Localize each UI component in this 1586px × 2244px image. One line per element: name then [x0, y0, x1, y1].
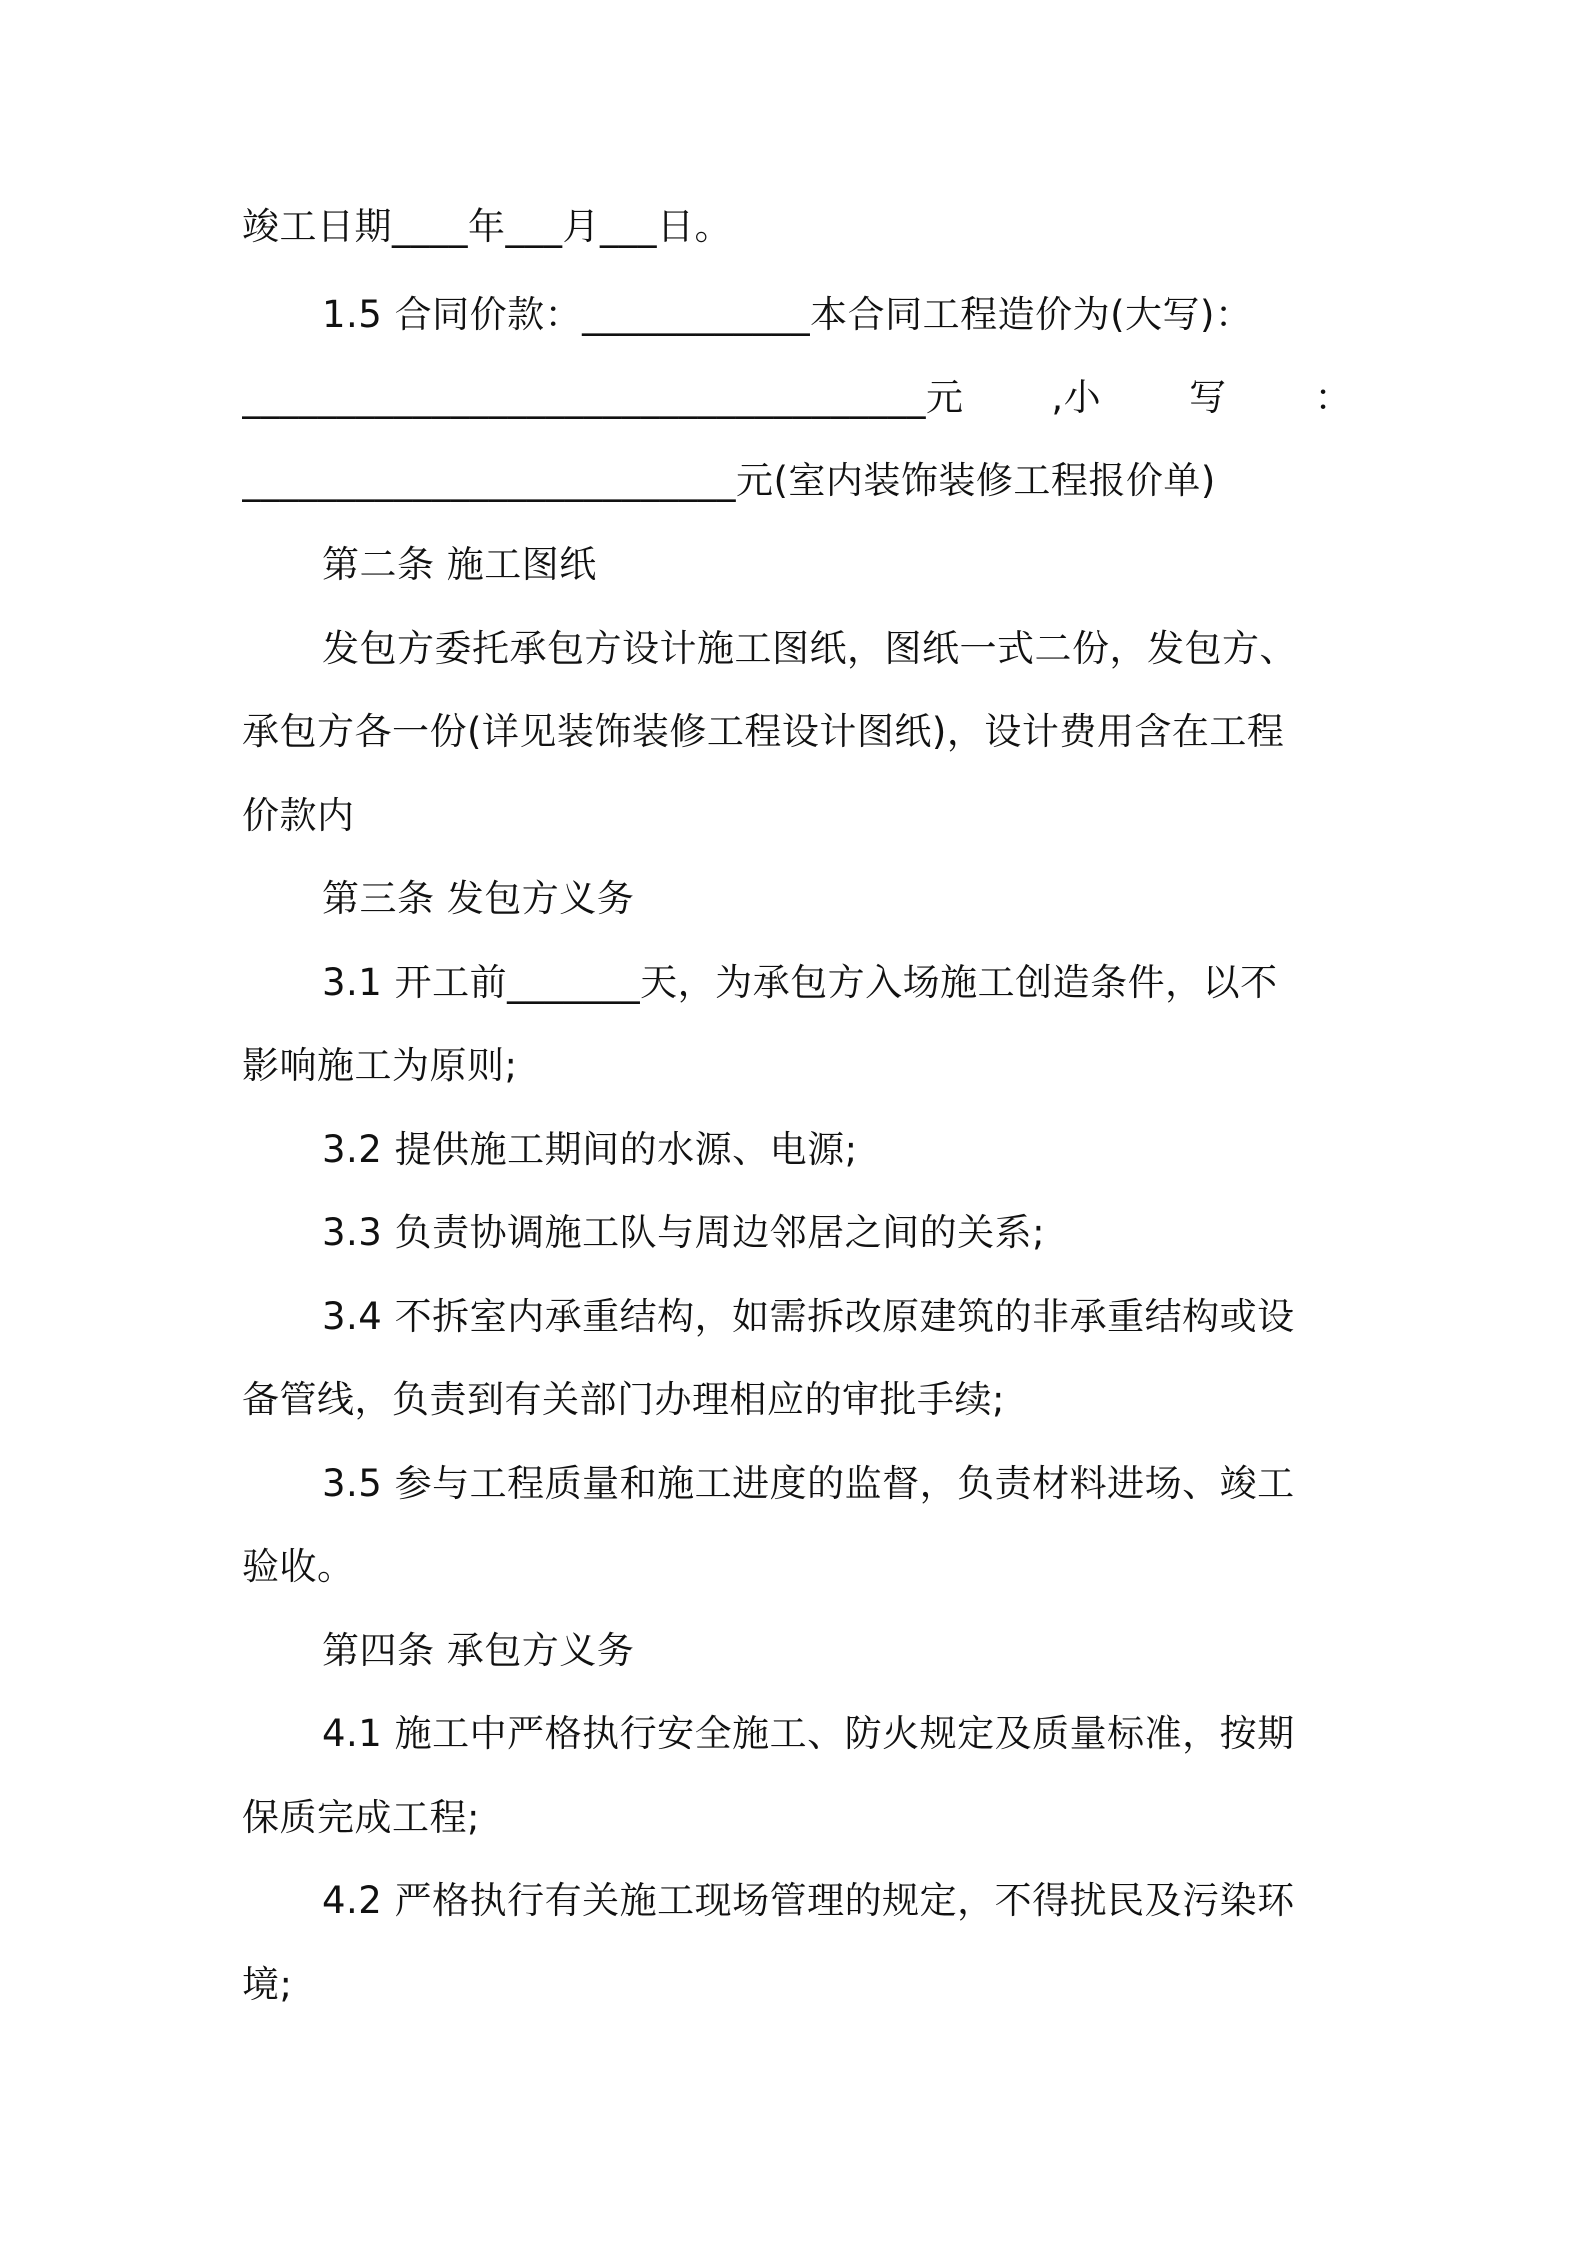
- amount-uppercase-blank: ____________________________________元: [242, 376, 964, 419]
- amount-colon: ：: [1314, 376, 1352, 419]
- amount-small-label: ,小: [1051, 376, 1102, 419]
- article-2-paragraph-line-3: 价款内: [242, 794, 355, 837]
- clause-4-2-line-1: 4.2 严格执行有关施工现场管理的规定，不得扰民及污染环: [322, 1879, 1295, 1922]
- clause-4-1-line-1: 4.1 施工中严格执行安全施工、防火规定及质量标准，按期: [322, 1712, 1295, 1755]
- clause-4-2-line-2: 境;: [242, 1963, 293, 2006]
- amount-uppercase-line: [242, 373, 1352, 423]
- clause-3-5-line-2: 验收。: [242, 1545, 355, 1588]
- clause-3-2: 3.2 提供施工期间的水源、电源;: [322, 1128, 858, 1171]
- clause-3-5-line-1: 3.5 参与工程质量和施工进度的监督，负责材料进场、竣工: [322, 1462, 1295, 1505]
- clause-3-4-line-1: 3.4 不拆室内承重结构，如需拆改原建筑的非承重结构或设: [322, 1295, 1295, 1338]
- clause-3-1-line-2: 影响施工为原则;: [242, 1044, 518, 1087]
- clause-3-1-line-1: 3.1 开工前_______天，为承包方入场施工创造条件，以不: [322, 961, 1278, 1004]
- clause-3-3: 3.3 负责协调施工队与周边邻居之间的关系;: [322, 1211, 1046, 1254]
- article-2-heading: 第二条 施工图纸: [322, 543, 597, 586]
- amount-lowercase-line: __________________________元(室内装饰装修工程报价单): [242, 459, 1216, 502]
- article-2-paragraph-line-1: 发包方委托承包方设计施工图纸，图纸一式二份，发包方、: [322, 627, 1297, 670]
- article-2-paragraph-line-2: 承包方各一份(详见装饰装修工程设计图纸)，设计费用含在工程: [242, 710, 1285, 753]
- clause-4-1-line-2: 保质完成工程;: [242, 1796, 480, 1839]
- article-3-heading: 第三条 发包方义务: [322, 877, 635, 920]
- clause-3-4-line-2: 备管线，负责到有关部门办理相应的审批手续;: [242, 1378, 1005, 1421]
- article-4-heading: 第四条 承包方义务: [322, 1629, 635, 1672]
- amount-write-label: 写: [1189, 376, 1227, 419]
- completion-date-line: 竣工日期____年___月___日。: [242, 205, 732, 248]
- contract-price-line: 1.5 合同价款：____________本合同工程造价为(大写)：: [322, 293, 1253, 336]
